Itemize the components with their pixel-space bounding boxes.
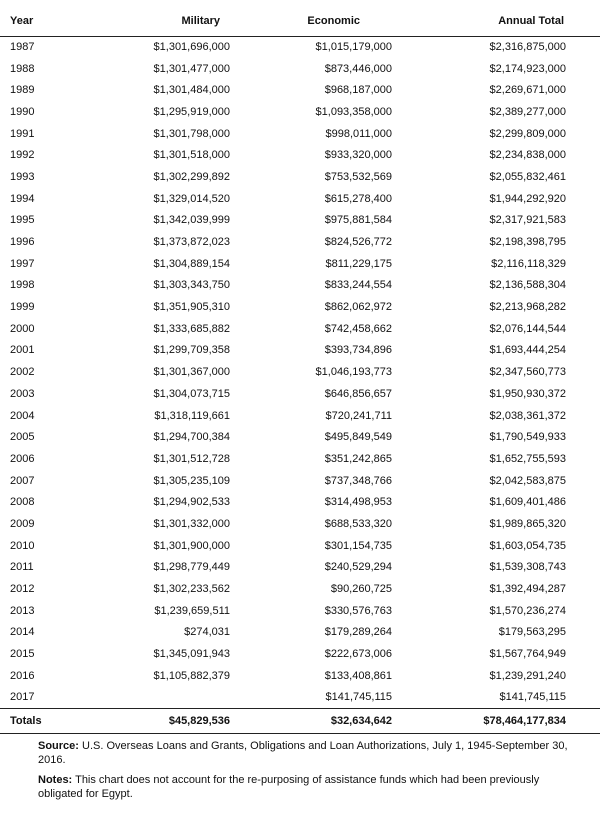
annual-total-cell: $2,042,583,875 [489,474,566,487]
row-spacer [566,665,600,687]
military-cell [110,687,230,709]
economic-cell: $222,673,006 [324,648,392,661]
military-cell: $1,333,685,882 [153,322,230,335]
row-spacer [566,491,600,513]
annual-total-cell: $2,234,838,000 [489,149,566,162]
table-row [0,318,600,340]
row-spacer [566,600,600,622]
row-spacer [566,361,600,383]
military-cell: $1,373,872,023 [153,236,230,249]
table-body [0,36,600,708]
military-cell: $1,301,477,000 [153,62,230,75]
annual-total-cell: $1,609,401,486 [489,496,566,509]
annual-total-cell: $2,038,361,372 [489,409,566,422]
economic-cell: $330,576,763 [324,604,392,617]
military-cell: $1,351,905,310 [153,301,230,314]
year-cell: 1994 [10,192,35,205]
table-row [0,144,600,166]
economic-cell: $968,187,000 [324,84,392,97]
annual-total-cell: $2,316,875,000 [489,41,566,54]
military-cell: $1,301,484,000 [153,84,230,97]
economic-cell: $615,278,400 [324,192,392,205]
totals-annual: $78,464,177,834 [392,708,566,733]
military-cell: $1,301,798,000 [153,127,230,140]
totals-economic: $32,634,642 [230,708,392,733]
military-cell: $1,301,900,000 [153,539,230,552]
military-cell: $1,294,700,384 [153,431,230,444]
economic-cell: $720,241,711 [325,409,392,422]
year-cell: 1996 [10,236,35,249]
annual-total-cell: $2,116,118,329 [491,257,566,270]
table-row [0,101,600,123]
row-spacer [566,275,600,297]
military-cell: $1,295,919,000 [153,105,230,118]
economic-cell: $179,289,264 [324,626,392,639]
economic-cell: $1,093,358,000 [315,105,392,118]
row-spacer [566,643,600,665]
year-cell: 1999 [10,301,35,314]
row-spacer [566,36,600,58]
annual-total-cell: $1,239,291,240 [489,669,566,682]
row-spacer [566,340,600,362]
table-row [0,426,600,448]
header-year: Year [0,6,110,36]
military-cell: $1,342,039,999 [153,214,230,227]
economic-cell: $737,348,766 [324,474,392,487]
economic-cell: $933,320,000 [324,149,392,162]
economic-cell: $975,881,584 [324,214,392,227]
annual-total-cell: $1,944,292,920 [489,192,566,205]
annual-total-cell: $2,299,809,000 [489,127,566,140]
row-spacer [566,166,600,188]
annual-total-cell: $2,213,968,282 [489,301,566,314]
table-row [0,491,600,513]
source-label: Source: [38,740,79,752]
military-cell: $1,304,889,154 [153,257,230,270]
annual-total-cell: $2,389,277,000 [489,105,566,118]
economic-cell: $688,533,320 [324,517,392,530]
annual-total-cell: $1,693,444,254 [489,344,566,357]
row-spacer [566,231,600,253]
year-cell: 2003 [10,387,35,400]
economic-cell: $1,015,179,000 [315,41,392,54]
annual-total-cell: $1,603,054,735 [489,539,566,552]
military-cell: $1,345,091,943 [153,648,230,661]
military-cell: $1,301,696,000 [153,41,230,54]
row-spacer [566,426,600,448]
notes-note [38,773,568,801]
row-spacer [566,557,600,579]
military-cell: $1,301,512,728 [153,452,230,465]
annual-total-cell: $1,989,865,320 [489,517,566,530]
economic-cell: $998,011,000 [325,127,392,140]
footnotes [38,739,568,807]
table-row [0,687,600,709]
military-cell: $1,303,343,750 [153,279,230,292]
annual-total-cell: $2,198,398,795 [489,236,566,249]
header-spacer [566,6,600,36]
year-cell: 2005 [10,431,35,444]
year-cell: 2013 [10,604,35,617]
military-cell: $1,301,367,000 [153,366,230,379]
year-cell: 2010 [10,539,35,552]
table-row [0,513,600,535]
table-row [0,231,600,253]
annual-total-cell: $2,136,588,304 [489,279,566,292]
header-economic: Economic [230,6,392,36]
annual-total-cell: $2,269,671,000 [489,84,566,97]
year-cell: 1998 [10,279,35,292]
military-cell: $1,301,332,000 [153,517,230,530]
annual-total-cell: $2,347,560,773 [489,366,566,379]
header-military: Military [110,6,230,36]
table-row [0,253,600,275]
table-row [0,600,600,622]
row-spacer [566,470,600,492]
row-spacer [566,687,600,709]
annual-total-cell: $1,567,764,949 [489,648,566,661]
annual-total-cell: $141,745,115 [499,691,566,704]
year-cell: 1988 [10,62,35,75]
economic-cell: $393,734,896 [324,344,392,357]
totals-military: $45,829,536 [110,708,230,733]
table-row [0,643,600,665]
annual-total-cell: $179,563,295 [498,626,566,639]
row-spacer [566,383,600,405]
military-cell: $1,318,119,661 [154,409,230,422]
row-spacer [566,578,600,600]
header-annual-total: Annual Total [392,6,566,36]
year-cell: 2000 [10,322,35,335]
year-cell: 1993 [10,170,35,183]
year-cell: 1997 [10,257,35,270]
military-cell: $274,031 [184,626,230,639]
row-spacer [566,513,600,535]
year-cell: 2012 [10,583,35,596]
military-cell: $1,298,779,449 [153,561,230,574]
table-row [0,340,600,362]
row-spacer [566,188,600,210]
table-row [0,535,600,557]
economic-cell: $314,498,953 [324,496,392,509]
economic-cell: $495,849,549 [324,431,392,444]
military-cell: $1,301,518,000 [153,149,230,162]
notes-label: Notes: [38,774,73,786]
year-cell: 2015 [10,648,35,661]
table-row [0,557,600,579]
military-cell: $1,294,902,533 [153,496,230,509]
annual-total-cell: $1,790,549,933 [489,431,566,444]
economic-cell: $90,260,725 [330,583,392,596]
annual-total-cell: $1,392,494,287 [489,583,566,596]
table-row [0,361,600,383]
economic-cell: $811,229,175 [325,257,392,270]
table-row [0,123,600,145]
year-cell: 2002 [10,366,35,379]
table-row [0,36,600,58]
table-row [0,58,600,80]
source-text: U.S. Overseas Loans and Grants, Obligations and Loan Authorizations, July 1, 1945-September 30, 2016. [38,740,568,766]
table-row [0,296,600,318]
military-cell: $1,329,014,520 [153,192,230,205]
source-note [38,739,568,767]
year-cell: 2001 [10,344,35,357]
table-row [0,166,600,188]
year-cell: 1987 [10,41,35,54]
table-row [0,188,600,210]
row-spacer [566,144,600,166]
table-row [0,275,600,297]
row-spacer [566,622,600,644]
row-spacer [566,101,600,123]
economic-cell: $240,529,294 [324,561,392,574]
year-cell: 1989 [10,84,35,97]
row-spacer [566,58,600,80]
economic-cell: $646,856,657 [324,387,392,400]
row-spacer [566,79,600,101]
annual-total-cell: $1,570,236,274 [489,604,566,617]
annual-total-cell: $2,055,832,461 [489,170,566,183]
year-cell: 2004 [10,409,35,422]
military-cell: $1,105,882,379 [153,669,230,682]
row-spacer [566,296,600,318]
annual-total-cell: $2,076,144,544 [489,322,566,335]
totals-label: Totals [0,708,110,733]
row-spacer [566,318,600,340]
year-cell: 2016 [10,669,35,682]
annual-total-cell: $2,174,923,000 [489,62,566,75]
year-cell: 2017 [10,691,35,704]
annual-total-cell: $2,317,921,583 [489,214,566,227]
row-spacer [566,210,600,232]
economic-cell: $141,745,115 [325,691,392,704]
table-row [0,578,600,600]
row-spacer [566,253,600,275]
annual-total-cell: $1,652,755,593 [489,452,566,465]
table-header [0,6,600,36]
economic-cell: $824,526,772 [324,236,392,249]
economic-cell: $1,046,193,773 [315,366,392,379]
totals-spacer [566,708,600,733]
row-spacer [566,535,600,557]
year-cell: 1990 [10,105,35,118]
table-row [0,470,600,492]
table-row [0,448,600,470]
table-row [0,79,600,101]
economic-cell: $862,062,972 [324,301,392,314]
notes-text: This chart does not account for the re-purposing of assistance funds which had been previously obligated for Egypt. [38,774,540,800]
military-cell: $1,239,659,511 [154,604,230,617]
economic-cell: $742,458,662 [324,322,392,335]
row-spacer [566,123,600,145]
table-row [0,405,600,427]
economic-cell: $873,446,000 [324,62,392,75]
annual-total-cell: $1,950,930,372 [489,387,566,400]
military-cell: $1,302,299,892 [153,170,230,183]
economic-cell: $833,244,554 [324,279,392,292]
military-cell: $1,302,233,562 [153,583,230,596]
aid-table [0,6,600,734]
table-row [0,383,600,405]
year-cell: 2007 [10,474,35,487]
economic-cell: $753,532,569 [324,170,392,183]
year-cell: 1991 [10,127,35,140]
year-cell: 1995 [10,214,35,227]
year-cell: 2006 [10,452,35,465]
table-row [0,665,600,687]
table-row [0,622,600,644]
year-cell: 2011 [10,561,34,574]
year-cell: 2009 [10,517,35,530]
annual-total-cell: $1,539,308,743 [489,561,566,574]
economic-cell: $133,408,861 [324,669,392,682]
year-cell: 2014 [10,626,35,639]
row-spacer [566,448,600,470]
year-cell: 2008 [10,496,35,509]
military-cell: $1,299,709,358 [153,344,230,357]
economic-cell: $351,242,865 [324,452,392,465]
row-spacer [566,405,600,427]
military-cell: $1,304,073,715 [153,387,230,400]
year-cell: 1992 [10,149,35,162]
totals-row [0,708,600,733]
economic-cell: $301,154,735 [324,539,392,552]
military-cell: $1,305,235,109 [153,474,230,487]
table-row [0,210,600,232]
aid-table-container [0,6,600,734]
